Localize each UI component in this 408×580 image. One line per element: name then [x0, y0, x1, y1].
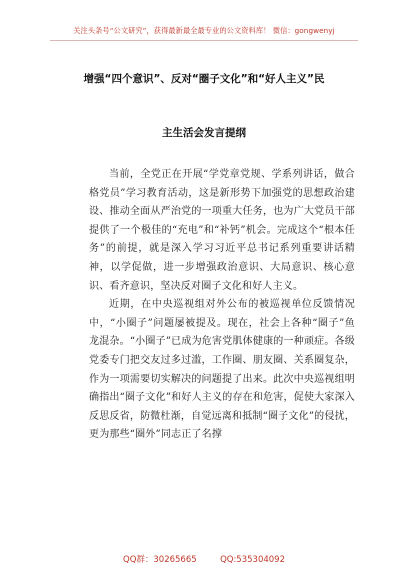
promo-header-banner: 关注头条号“公文研究”，获得最新最全最专业的公文资料库！ 微信：gongwenyj	[73, 26, 335, 35]
document-title-line-2: 主生活会发言提纲	[162, 127, 246, 139]
header-divider	[50, 40, 358, 41]
document-body	[89, 166, 355, 445]
body-paragraph-2: 近期，在中央巡视组对外公布的被巡视单位反馈情况中，“小圈子”问题屡被提及。现在，社会上各种“圈子”鱼龙混杂。“小圈子”已成为危害党肌体健康的一种顽症。各级党委专门把交友过多过滥，工作圈、朋友圈、关系圈复杂，作为一项需要切实解决的问题提了出来。此次中央巡视组明确指出“圈子文化”和好人主义的存在和危害，促使大家深入反思反省，防微杜渐，自觉远离和抵制“圈子文化”的侵扰，更为那些“圈外”同志正了名撑	[89, 299, 355, 441]
footer-qq-group: QQ群：30265665	[123, 555, 197, 565]
body-paragraph-1: 当前，全党正在开展“学党章党规、学系列讲话，做合格党员”学习教育活动，这是新形势下加强党的思想政治建设、推动全面从严治党的一项重大任务，也为广大党员干部提供了一个极佳的“充电”和“补钙”机会。完成这个“根本任务”的前提，就是深入学习习近平总书记系列重要讲话精神，以学促做，进一步增强政治意识、大局意识、核心意识、看齐意识，坚决反对圈子文化和好人主义。	[89, 169, 355, 292]
footer-qq: QQ:535304092	[220, 555, 285, 565]
contact-footer	[0, 553, 408, 565]
document-title-line-1: 增强“四个意识”、反对“圈子文化”和“好人主义”民	[83, 73, 325, 85]
